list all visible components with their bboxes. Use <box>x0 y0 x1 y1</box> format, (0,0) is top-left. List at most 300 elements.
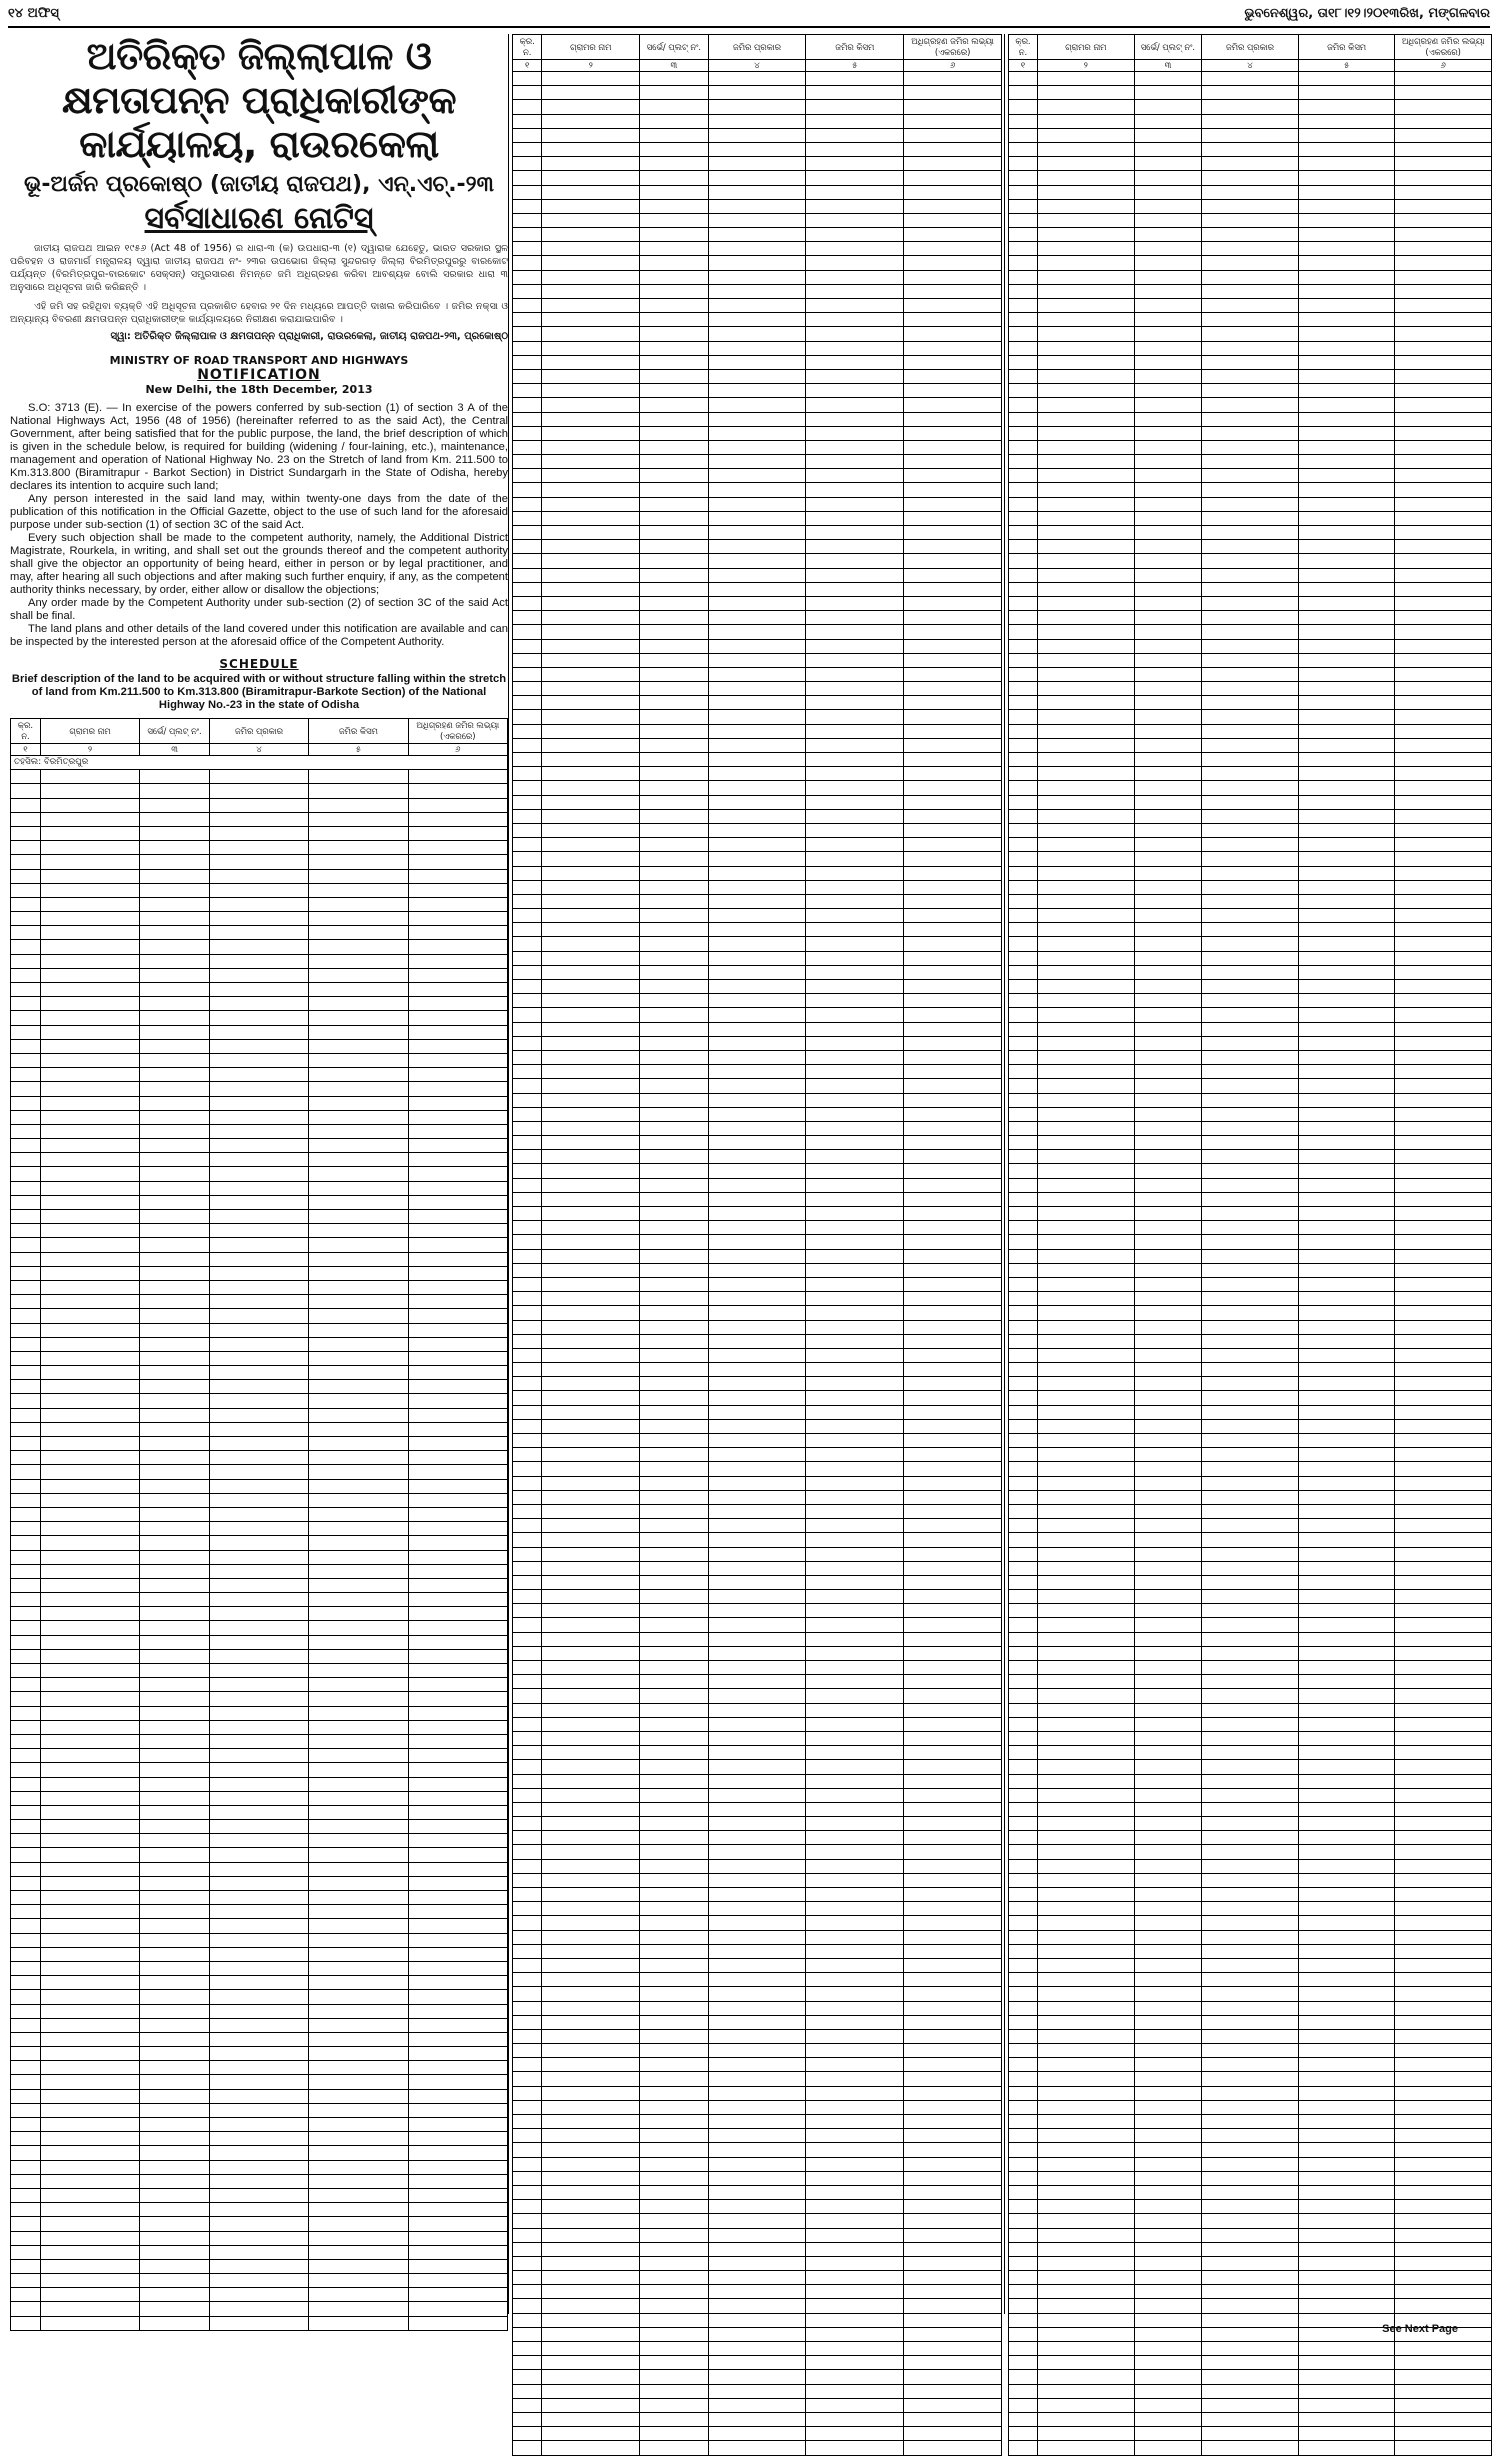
table-cell <box>1202 2299 1299 2313</box>
table-cell <box>11 826 41 840</box>
table-cell <box>806 568 904 582</box>
table-cell <box>640 1348 708 1362</box>
table-cell <box>708 2441 806 2455</box>
table-row <box>513 710 1002 724</box>
table-row <box>1009 1675 1492 1689</box>
table-cell <box>513 1717 542 1731</box>
column-header: ଅଧିଗ୍ରହଣ ଜମିର ଲଭ୍ୟା (ଏକରରେ) <box>408 719 507 744</box>
table-cell <box>140 1366 210 1380</box>
table-cell <box>1037 1434 1134 1448</box>
table-cell <box>40 2089 139 2103</box>
table-cell <box>542 2214 640 2228</box>
table-cell <box>806 1405 904 1419</box>
table-cell <box>708 1817 806 1831</box>
table-cell <box>11 1635 41 1649</box>
table-cell <box>904 1675 1002 1689</box>
table-cell <box>708 384 806 398</box>
table-row <box>513 866 1002 880</box>
table-cell <box>1395 2185 1492 2199</box>
table-cell <box>1134 540 1202 554</box>
table-cell <box>140 1734 210 1748</box>
table-cell <box>904 1746 1002 1760</box>
column-number: ୬ <box>1395 60 1492 72</box>
table-cell <box>1134 2384 1202 2398</box>
table-cell <box>1009 1618 1038 1632</box>
table-cell <box>1395 1561 1492 1575</box>
table-cell <box>209 1933 308 1947</box>
table-cell <box>1298 1746 1395 1760</box>
table-cell <box>140 1961 210 1975</box>
table-cell <box>1202 1434 1299 1448</box>
table-cell <box>40 1947 139 1961</box>
table-cell <box>904 469 1002 483</box>
table-cell <box>806 1462 904 1476</box>
table-cell <box>408 1593 507 1607</box>
table-cell <box>708 341 806 355</box>
table-cell <box>708 1334 806 1348</box>
table-cell <box>1134 1504 1202 1518</box>
table-cell <box>708 1731 806 1745</box>
table-cell <box>309 1068 408 1082</box>
table-cell <box>1037 1646 1134 1660</box>
table-cell <box>1009 2427 1038 2441</box>
table-row <box>513 2072 1002 2086</box>
table-cell <box>806 1746 904 1760</box>
table-cell <box>1202 1958 1299 1972</box>
table-cell <box>806 2001 904 2015</box>
table-cell <box>640 1107 708 1121</box>
table-cell <box>1009 682 1038 696</box>
table-cell <box>1395 554 1492 568</box>
table-cell <box>1134 2342 1202 2356</box>
table-cell <box>1298 923 1395 937</box>
table-cell <box>513 2356 542 2370</box>
table-cell <box>1202 1817 1299 1831</box>
table-cell <box>1037 838 1134 852</box>
table-cell <box>140 1280 210 1294</box>
table-row <box>11 1479 508 1493</box>
table-cell <box>309 912 408 926</box>
table-cell <box>11 1437 41 1451</box>
table-cell <box>1037 1958 1134 1972</box>
table-row <box>513 1405 1002 1419</box>
table-cell <box>640 1902 708 1916</box>
table-cell <box>1395 1547 1492 1561</box>
table-cell <box>309 997 408 1011</box>
table-cell <box>309 1096 408 1110</box>
table-cell <box>408 1153 507 1167</box>
table-cell <box>309 1309 408 1323</box>
table-cell <box>1298 1320 1395 1334</box>
table-cell <box>309 2118 408 2132</box>
table-cell <box>408 1777 507 1791</box>
table-cell <box>408 1621 507 1635</box>
table-cell <box>1395 2370 1492 2384</box>
table-cell <box>708 767 806 781</box>
table-row <box>11 2118 508 2132</box>
table-cell <box>408 1720 507 1734</box>
table-cell <box>904 2384 1002 2398</box>
table-row <box>11 1763 508 1777</box>
table-cell <box>1395 1036 1492 1050</box>
table-cell <box>1202 809 1299 823</box>
table-cell <box>1037 1888 1134 1902</box>
table-cell <box>640 284 708 298</box>
table-cell <box>408 1210 507 1224</box>
table-cell <box>1009 596 1038 610</box>
table-row <box>513 1873 1002 1887</box>
table-cell <box>140 1039 210 1053</box>
table-cell <box>1298 1036 1395 1050</box>
table-cell <box>640 1377 708 1391</box>
table-cell <box>309 1635 408 1649</box>
table-row <box>1009 2086 1492 2100</box>
table-cell <box>140 1862 210 1876</box>
table-cell <box>1202 1533 1299 1547</box>
table-cell <box>40 1976 139 1990</box>
table-row <box>1009 682 1492 696</box>
table-cell <box>542 923 640 937</box>
table-cell <box>1298 2058 1395 2072</box>
table-cell <box>1009 1462 1038 1476</box>
table-cell <box>309 1848 408 1862</box>
table-cell <box>1395 2001 1492 2015</box>
table-cell <box>140 1678 210 1692</box>
table-row <box>11 1876 508 1890</box>
table-cell <box>140 1947 210 1961</box>
table-cell <box>1037 667 1134 681</box>
table-cell <box>1009 2299 1038 2313</box>
table-cell <box>1037 1604 1134 1618</box>
table-cell <box>1134 639 1202 653</box>
table-cell <box>708 2299 806 2313</box>
table-cell <box>640 554 708 568</box>
table-cell <box>11 1124 41 1138</box>
table-cell <box>209 1720 308 1734</box>
table-cell <box>408 1763 507 1777</box>
table-cell <box>309 1280 408 1294</box>
table-row <box>1009 1306 1492 1320</box>
table-cell <box>40 1706 139 1720</box>
table-cell <box>542 72 640 86</box>
table-cell <box>806 852 904 866</box>
table-cell <box>1202 1462 1299 1476</box>
table-cell <box>1202 2157 1299 2171</box>
table-cell <box>1134 823 1202 837</box>
table-cell <box>309 1820 408 1834</box>
table-cell <box>1298 511 1395 525</box>
odia-paragraph: ଏହି ଜମି ସହ ରହିଥିବା ବ୍ୟକ୍ତି ଏହି ଅଧିସୂଚନା ପ୍ରକାଶିତ ହେବାର ୨୧ ଦିନ ମଧ୍ୟରେ ଆପତ୍ତି ଦାଖଲ କରିପାରିବେ । ଜମିର ନକ୍ସା ଓ ଅନ୍ୟାନ୍ୟ ବିବରଣୀ କ୍ଷମତାପନ୍ନ ପ୍ରାଧିକାରୀଙ୍କ କାର୍ଯ୍ୟାଳୟରେ ନିରୀକ୍ଷଣ କରାଯାଇପାରିବ । <box>10 301 508 325</box>
table-cell <box>40 1422 139 1436</box>
table-cell <box>640 313 708 327</box>
table-cell <box>1298 1944 1395 1958</box>
table-row <box>1009 582 1492 596</box>
table-cell <box>640 185 708 199</box>
table-row <box>1009 327 1492 341</box>
table-cell <box>408 1820 507 1834</box>
table-row <box>1009 1221 1492 1235</box>
table-cell <box>1009 2285 1038 2299</box>
table-cell <box>309 1210 408 1224</box>
table-cell <box>1009 2015 1038 2029</box>
table-cell <box>1134 1462 1202 1476</box>
table-cell <box>708 2427 806 2441</box>
table-row <box>11 1195 508 1209</box>
paragraph: The land plans and other details of the land covered under this notification are available and can be inspected by the interested person at the aforesaid office of the Competent Authority. <box>10 623 508 648</box>
table-cell <box>513 1448 542 1462</box>
table-row <box>11 883 508 897</box>
table-cell <box>1395 1377 1492 1391</box>
table-cell <box>408 2146 507 2160</box>
table-cell <box>708 1618 806 1632</box>
table-row <box>513 753 1002 767</box>
table-cell <box>1037 1008 1134 1022</box>
table-cell <box>1202 1788 1299 1802</box>
table-cell <box>708 540 806 554</box>
table-cell <box>1037 781 1134 795</box>
table-cell <box>1298 894 1395 908</box>
table-row <box>1009 256 1492 270</box>
table-cell <box>904 1348 1002 1362</box>
table-cell <box>40 1961 139 1975</box>
table-cell <box>11 997 41 1011</box>
table-cell <box>542 682 640 696</box>
table-cell <box>1202 611 1299 625</box>
table-cell <box>904 1859 1002 1873</box>
table-cell <box>209 883 308 897</box>
signature: ସ୍ୱା: ଅତିରିକ୍ତ ଜିଲ୍ଲାପାଳ ଓ କ୍ଷମତାପନ୍ନ ପ୍ରାଧିକାରୀ, ରାଉରକେଲା, ଜାତୀୟ ରାଜପଥ-୨୩, ପ୍ରକୋଷ୍ଠ <box>110 331 508 342</box>
table-cell <box>1202 1192 1299 1206</box>
table-cell <box>140 2089 210 2103</box>
table-cell <box>904 2015 1002 2029</box>
table-cell <box>309 1337 408 1351</box>
table-row <box>1009 1434 1492 1448</box>
table-cell <box>408 1479 507 1493</box>
table-cell <box>1037 1859 1134 1873</box>
table-cell <box>806 1419 904 1433</box>
table-cell <box>806 1476 904 1490</box>
table-cell <box>1037 1363 1134 1377</box>
table-row <box>1009 1107 1492 1121</box>
table-cell <box>708 2015 806 2029</box>
table-cell <box>1037 1022 1134 1036</box>
table-cell <box>806 2256 904 2270</box>
table-cell <box>806 1348 904 1362</box>
table-row <box>1009 526 1492 540</box>
table-cell <box>1037 1618 1134 1632</box>
table-cell <box>708 2370 806 2384</box>
table-cell <box>11 1848 41 1862</box>
table-cell <box>904 1618 1002 1632</box>
table-cell <box>1202 412 1299 426</box>
table-row <box>1009 440 1492 454</box>
table-cell <box>904 1022 1002 1036</box>
table-cell <box>904 1930 1002 1944</box>
table-cell <box>1395 1136 1492 1150</box>
table-row <box>1009 2001 1492 2015</box>
table-cell <box>309 1706 408 1720</box>
table-row <box>1009 2242 1492 2256</box>
table-cell <box>1202 142 1299 156</box>
table-cell <box>1298 2313 1395 2327</box>
table-cell <box>806 682 904 696</box>
table-row <box>1009 426 1492 440</box>
table-cell <box>1202 1987 1299 2001</box>
table-cell <box>1298 1987 1395 2001</box>
table-cell <box>708 965 806 979</box>
table-row <box>1009 980 1492 994</box>
table-cell <box>542 1831 640 1845</box>
table-cell <box>1298 1618 1395 1632</box>
table-row <box>1009 1363 1492 1377</box>
table-cell <box>40 1266 139 1280</box>
table-cell <box>1134 2029 1202 2043</box>
table-cell <box>513 497 542 511</box>
table-cell <box>1298 809 1395 823</box>
table-cell <box>140 1706 210 1720</box>
table-cell <box>1298 965 1395 979</box>
table-cell <box>1009 866 1038 880</box>
table-row <box>11 1593 508 1607</box>
table-cell <box>806 923 904 937</box>
table-cell <box>408 1550 507 1564</box>
table-row <box>513 2242 1002 2256</box>
table-cell <box>1202 554 1299 568</box>
table-cell <box>1395 852 1492 866</box>
table-cell <box>1202 2100 1299 2114</box>
table-row <box>513 994 1002 1008</box>
table-cell <box>1298 1661 1395 1675</box>
table-cell <box>708 1561 806 1575</box>
table-cell <box>1009 1646 1038 1660</box>
table-cell <box>1298 1207 1395 1221</box>
table-cell <box>209 1706 308 1720</box>
table-cell <box>1009 909 1038 923</box>
table-cell <box>1134 980 1202 994</box>
table-row <box>11 1791 508 1805</box>
table-cell <box>1037 582 1134 596</box>
table-cell <box>904 86 1002 100</box>
table-cell <box>542 1973 640 1987</box>
table-cell <box>1037 2313 1134 2327</box>
table-cell <box>1395 1192 1492 1206</box>
table-cell <box>1202 2285 1299 2299</box>
table-cell <box>1134 199 1202 213</box>
table-cell <box>904 639 1002 653</box>
table-cell <box>1009 1788 1038 1802</box>
table-row <box>11 1266 508 1280</box>
table-cell <box>1037 540 1134 554</box>
table-cell <box>1202 384 1299 398</box>
table-cell <box>542 937 640 951</box>
table-cell <box>408 2075 507 2089</box>
table-cell <box>1298 2001 1395 2015</box>
table-cell <box>11 1820 41 1834</box>
table-cell <box>309 1777 408 1791</box>
table-row <box>11 2245 508 2259</box>
table-cell <box>640 327 708 341</box>
table-cell <box>140 2132 210 2146</box>
table-cell <box>1134 1348 1202 1362</box>
table-cell <box>1298 526 1395 540</box>
table-cell <box>708 753 806 767</box>
table-row <box>513 2143 1002 2157</box>
table-cell <box>806 1831 904 1845</box>
table-cell <box>11 2245 41 2259</box>
table-cell <box>11 1919 41 1933</box>
table-row <box>11 1011 508 1025</box>
table-cell <box>1009 894 1038 908</box>
table-cell <box>640 1590 708 1604</box>
table-cell <box>1395 696 1492 710</box>
table-cell <box>542 1277 640 1291</box>
table-cell <box>708 526 806 540</box>
table-cell <box>1134 2285 1202 2299</box>
table-cell <box>1298 1916 1395 1930</box>
table-cell <box>806 1590 904 1604</box>
table-cell <box>1009 923 1038 937</box>
table-row <box>11 1366 508 1380</box>
table-cell <box>11 926 41 940</box>
table-cell <box>1009 1178 1038 1192</box>
table-cell <box>309 826 408 840</box>
table-row <box>513 1377 1002 1391</box>
table-cell <box>1009 838 1038 852</box>
table-cell <box>542 965 640 979</box>
table-cell <box>309 798 408 812</box>
table-cell <box>1037 355 1134 369</box>
table-cell <box>708 327 806 341</box>
table-cell <box>140 1139 210 1153</box>
table-cell <box>1395 1221 1492 1235</box>
table-cell <box>11 1422 41 1436</box>
table-cell <box>209 2146 308 2160</box>
table-row <box>1009 469 1492 483</box>
table-cell <box>1298 1504 1395 1518</box>
table-cell <box>513 440 542 454</box>
table-cell <box>140 2103 210 2117</box>
table-cell <box>309 1451 408 1465</box>
table-cell <box>1202 1008 1299 1022</box>
table-cell <box>1134 937 1202 951</box>
table-row <box>513 228 1002 242</box>
table-cell <box>408 940 507 954</box>
table-cell <box>209 2047 308 2061</box>
table-cell <box>408 1848 507 1862</box>
table-cell <box>904 369 1002 383</box>
table-row <box>1009 1618 1492 1632</box>
table-cell <box>1298 1774 1395 1788</box>
table-cell <box>1134 724 1202 738</box>
table-cell <box>542 1760 640 1774</box>
table-cell <box>640 483 708 497</box>
table-cell <box>513 2129 542 2143</box>
table-cell <box>542 1306 640 1320</box>
table-cell <box>1298 1845 1395 1859</box>
table-cell <box>40 826 139 840</box>
table-cell <box>408 841 507 855</box>
table-cell <box>904 2115 1002 2129</box>
table-cell <box>640 1490 708 1504</box>
table-cell <box>542 526 640 540</box>
table-cell <box>1009 724 1038 738</box>
table-row <box>1009 1490 1492 1504</box>
table-cell <box>1395 2299 1492 2313</box>
table-cell <box>209 2075 308 2089</box>
table-cell <box>806 341 904 355</box>
table-cell <box>513 1405 542 1419</box>
table-cell <box>806 483 904 497</box>
